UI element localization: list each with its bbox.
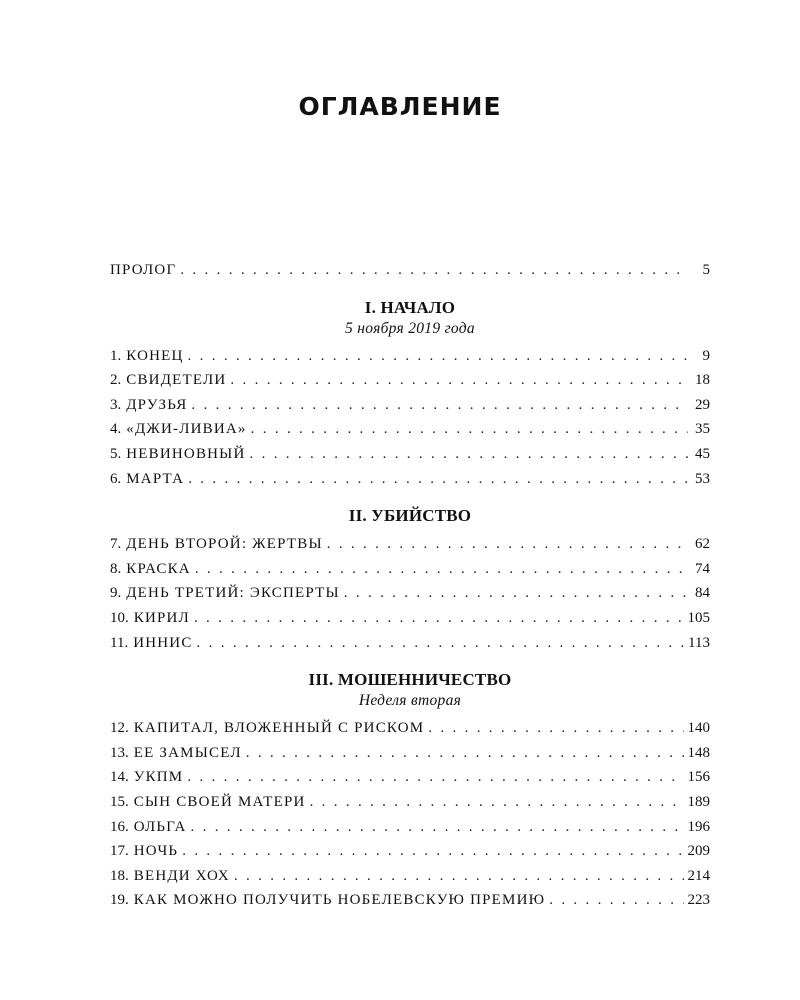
- toc-leader-dots: [191, 393, 688, 418]
- toc-entry-page: 5: [702, 262, 710, 278]
- toc-entry: [110, 888, 710, 913]
- toc-entry: [110, 815, 710, 840]
- toc-leader-dots: [344, 581, 688, 606]
- toc-leader-dots: [195, 557, 688, 582]
- toc-leader-dots: [310, 790, 684, 815]
- toc-entry-label: ПРОЛОГ: [110, 262, 177, 278]
- toc-entry-number: 10.: [110, 609, 129, 626]
- toc-entry-page: 156: [687, 769, 710, 786]
- toc-leader-dots: [327, 532, 688, 557]
- toc-entry-text: ДЕНЬ ТРЕТИЙ: ЭКСПЕРТЫ: [126, 585, 340, 602]
- part-title: I. НАЧАЛО: [364, 297, 456, 317]
- toc-entry: [110, 765, 710, 790]
- toc-entry: [110, 606, 710, 631]
- toc-entry-label: [110, 532, 323, 557]
- toc-entry-page: 189: [687, 793, 710, 810]
- toc-entry-label: [110, 581, 340, 606]
- part-title: III. МОШЕННИЧЕСТВО: [308, 670, 512, 690]
- toc-entry-number: 13.: [110, 744, 129, 761]
- toc-entry-label: [110, 442, 246, 467]
- toc-entry: [110, 467, 710, 492]
- toc-entry-page: 105: [687, 609, 710, 626]
- toc-entry: [110, 631, 710, 656]
- toc-entry: [110, 716, 710, 741]
- toc-entry-page: 148: [687, 744, 710, 761]
- toc-entry-label: [110, 368, 226, 393]
- table-of-contents: [110, 258, 710, 913]
- toc-entry-number: 8.: [110, 560, 122, 577]
- toc-leader-dots: [197, 631, 685, 656]
- toc-entry-number: 12.: [110, 720, 129, 737]
- toc-entry-label: [110, 344, 184, 369]
- toc-entry-text: НЕВИНОВНЫЙ: [126, 445, 246, 462]
- toc-leader-dots: [187, 765, 683, 790]
- page-title: ОГЛАВЛЕНИЕ: [298, 92, 502, 121]
- toc-entry-number: 4.: [110, 421, 122, 438]
- toc-entry-number: 17.: [110, 843, 129, 860]
- toc-entry-page: 84: [695, 585, 710, 602]
- toc-entry-number: 9.: [110, 585, 122, 602]
- toc-leader-dots: [188, 467, 688, 492]
- toc-entry: [110, 417, 710, 442]
- part-entries: [110, 716, 710, 913]
- toc-entry: [110, 839, 710, 864]
- toc-entry-number: 16.: [110, 818, 129, 835]
- toc-leader-dots: [182, 839, 683, 864]
- part-entries: [110, 532, 710, 655]
- toc-entry-text: СВИДЕТЕЛИ: [126, 372, 227, 389]
- toc-entry-label: [110, 467, 184, 492]
- toc-entry-page: 53: [695, 470, 710, 487]
- toc-entry-text: КРАСКА: [126, 560, 191, 577]
- toc-entry-text: МАРТА: [126, 470, 185, 487]
- toc-entry: [110, 741, 710, 766]
- part-subtitle: Неделя вторая: [358, 692, 462, 710]
- toc-entry-number: 3.: [110, 396, 122, 413]
- part-heading: [110, 505, 710, 527]
- toc-entry-number: 14.: [110, 769, 129, 786]
- toc-entry: [110, 344, 710, 369]
- toc-entry-text: ДЕНЬ ВТОРОЙ: ЖЕРТВЫ: [126, 536, 323, 553]
- toc-entry-text: КОНЕЦ: [126, 347, 184, 364]
- part-heading: [110, 297, 710, 339]
- toc-entry-label: [110, 557, 191, 582]
- toc-entry: [110, 557, 710, 582]
- toc-entry-page: 74: [695, 560, 710, 577]
- part-entries: [110, 344, 710, 492]
- part-heading: [110, 669, 710, 711]
- toc-entry-number: 6.: [110, 470, 122, 487]
- toc-leader-dots: [194, 606, 684, 631]
- toc-entry-text: НОЧЬ: [133, 843, 179, 860]
- toc-entry-page: 223: [687, 892, 710, 909]
- toc-entry-page: 140: [687, 720, 710, 737]
- toc-entry-label: [110, 815, 187, 840]
- toc-entry: [110, 581, 710, 606]
- toc-entry: [110, 368, 710, 393]
- toc-entry-prologue: [110, 258, 710, 283]
- toc-entry: [110, 393, 710, 418]
- toc-entry-label: [110, 888, 545, 913]
- toc-entry-number: 11.: [110, 634, 129, 651]
- part-title: II. УБИЙСТВО: [348, 506, 472, 526]
- toc-entry-number: 19.: [110, 892, 129, 909]
- toc-entry-label: [110, 393, 187, 418]
- toc-entry-text: СЫН СВОЕЙ МАТЕРИ: [133, 793, 306, 810]
- toc-entry-page: 18: [695, 372, 710, 389]
- toc-entry-text: ДРУЗЬЯ: [126, 396, 188, 413]
- toc-entry-label: [110, 606, 190, 631]
- toc-entry-number: 1.: [110, 347, 122, 364]
- toc-leader-dots: [230, 368, 688, 393]
- toc-entry-label: [110, 765, 183, 790]
- toc-leader-dots: [428, 716, 683, 741]
- toc-entry-page: 113: [688, 634, 710, 651]
- toc-entry-text: ЕЕ ЗАМЫСЕЛ: [133, 744, 242, 761]
- toc-entry-label: [110, 417, 247, 442]
- toc-entry-text: УКПМ: [133, 769, 184, 786]
- toc-entry: [110, 442, 710, 467]
- toc-entry: [110, 864, 710, 889]
- toc-entry-number: 18.: [110, 867, 129, 884]
- toc-entry-label: [110, 864, 230, 889]
- toc-leader-dots: [191, 815, 684, 840]
- toc-entry-number: 2.: [110, 372, 122, 389]
- toc-leader-dots: [246, 741, 684, 766]
- toc-entry-label: [110, 741, 242, 766]
- toc-entry: [110, 790, 710, 815]
- toc-entry-page: 196: [687, 818, 710, 835]
- toc-entry-number: 15.: [110, 793, 129, 810]
- toc-entry-page: 29: [695, 396, 710, 413]
- part-subtitle: 5 ноября 2019 года: [345, 319, 475, 337]
- toc-entry-text: ОЛЬГА: [133, 818, 187, 835]
- toc-entry-text: ВЕНДИ ХОХ: [133, 867, 230, 884]
- toc-entry-label: [110, 839, 178, 864]
- toc-entry-text: КАПИТАЛ, ВЛОЖЕННЫЙ С РИСКОМ: [133, 720, 425, 737]
- toc-entry-page: 45: [695, 445, 710, 462]
- toc-leader-dots: [180, 258, 688, 283]
- toc-entry-label: [110, 790, 306, 815]
- toc-leader-dots: [188, 344, 688, 369]
- toc-entry-page: 62: [695, 536, 710, 553]
- toc-leader-dots: [250, 442, 689, 467]
- toc-entry-text: КАК МОЖНО ПОЛУЧИТЬ НОБЕЛЕВСКУЮ ПРЕМИЮ: [133, 892, 546, 909]
- toc-entry-label: [110, 716, 424, 741]
- toc-entry-number: 5.: [110, 445, 122, 462]
- toc-leader-dots: [549, 888, 683, 913]
- toc-entry: [110, 532, 710, 557]
- toc-entry-page: 35: [695, 421, 710, 438]
- toc-entry-page: 209: [687, 843, 710, 860]
- toc-leader-dots: [234, 864, 684, 889]
- toc-entry-text: ИННИС: [133, 634, 193, 651]
- toc-entry-text: «ДЖИ-ЛИВИА»: [126, 421, 247, 438]
- toc-entry-number: 7.: [110, 536, 122, 553]
- toc-leader-dots: [251, 417, 688, 442]
- toc-entry-label: [110, 631, 193, 656]
- toc-entry-page: 214: [687, 867, 710, 884]
- toc-entry-text: КИРИЛ: [133, 609, 190, 626]
- toc-entry-page: 9: [702, 347, 710, 364]
